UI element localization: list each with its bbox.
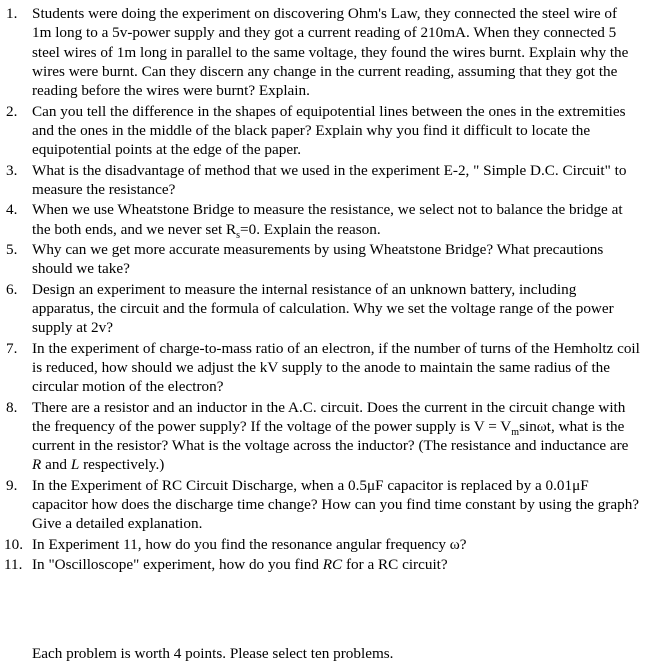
question-item [4,200,640,239]
question-number: 7. [6,339,18,357]
question-number: 1. [6,5,18,22]
text-run: respectively.) [79,456,165,474]
question-text [32,280,640,338]
question-text [32,161,640,200]
question-text [32,102,640,160]
text-run: Design an experiment to measure the internal resistance of an unknown battery, including apparatus, the circuit and the formula of calculation. Why we set the voltage range of the power supply at 2v? [32,280,614,337]
question-item [4,555,640,574]
question-text [32,4,640,100]
question-text [32,555,640,574]
question-text [32,476,640,534]
text-run: and [41,456,71,474]
subscript: s [236,229,241,241]
text-run: When we use Wheatstone Bridge to measure the resistance, we select not to balance the bridge at the both ends, and we never set R [32,201,623,238]
question-list [4,4,640,575]
question-number: 8. [6,398,18,416]
text-run: In the Experiment of RC Circuit Discharge, when a 0.5μF capacitor is replaced by a 0.01μF capacitor how does the discharge time change? How can you find time constant by using the graph? Give a detailed explanation. [32,476,640,533]
italic-symbol: R [32,456,42,474]
question-number: 4. [6,201,18,219]
question-text [32,240,640,279]
text-run: Why can we get more accurate measurements by using Wheatstone Bridge? What precautions should we take? [32,240,604,278]
question-item [4,535,640,554]
question-number: 10. [4,535,23,553]
question-text [32,200,640,239]
text-run: There are a resistor and an inductor in the A.C. circuit. Does the current in the circuit change with the frequency of the power supply? If the voltage of the power supply is V = V [32,398,626,435]
question-item [4,476,640,534]
italic-symbol: L [70,456,80,474]
question-item [4,161,640,200]
question-number: 9. [6,476,18,494]
question-item [4,102,640,160]
instructions-footer: Each problem is worth 4 points. Please select ten problems. [32,645,394,662]
question-text [32,535,640,554]
text-run: Can you tell the difference in the shapes of equipotential lines between the ones in the extremities and the ones in the middle of the black paper? Explain why you find it difficult to locate the equipotential points at the edge of the paper. [32,102,626,159]
question-item [4,339,640,397]
question-item [4,240,640,279]
text-run: In "Oscilloscope" experiment, how do you find [32,556,323,574]
question-number: 11. [4,556,23,574]
text-run: In Experiment 11, how do you find the resonance angular frequency ω? [32,535,467,553]
italic-symbol: RC [322,556,343,574]
question-number: 2. [6,102,18,120]
question-text [32,339,640,397]
text-run: In the experiment of charge-to-mass ratio of an electron, if the number of turns of the Hemholtz coil is reduced, how should we adjust the kV supply to the anode to maintain the same radius of the circular motion of the electron? [32,339,640,396]
text-run: =0. Explain the reason. [240,220,381,238]
text-run: Students were doing the experiment on discovering Ohm's Law, they connected the steel wire of 1m long to a 5v-power supply and they got a current reading of 210mA. When they connected 5 steel wires of 1m long in parallel to the same voltage, they found the wires burnt. Explain why the wires were burnt. Can they discern any change in the current reading, assuming that they got the reading before the wires were burnt? Explain. [32,5,629,100]
question-number: 6. [6,280,18,298]
question-item [4,280,640,338]
text-run: sinωt, what is the current in the resistor? What is the voltage across the inductor? (The resistance and inductance are [32,417,629,455]
question-number: 5. [6,240,18,258]
question-item [4,398,640,475]
question-item [4,4,640,100]
text-run: What is the disadvantage of method that we used in the experiment E-2, " Simple D.C. Circuit" to measure the resistance? [32,161,627,198]
question-number: 3. [6,161,18,179]
subscript: m [511,426,520,438]
text-run: for a RC circuit? [342,556,448,574]
question-text [32,398,640,475]
